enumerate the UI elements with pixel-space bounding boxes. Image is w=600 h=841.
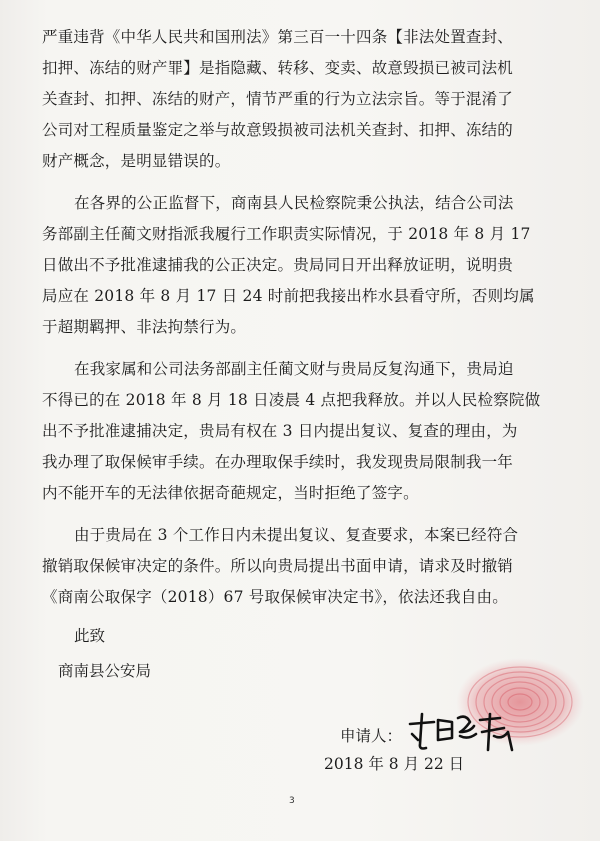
text-line: 扣押、冻结的财产罪】是指隐藏、转移、变卖、故意毁损已被司法机 bbox=[42, 59, 514, 77]
applicant-label: 申请人： bbox=[340, 727, 403, 745]
application-date: 2018 年 8 月 22 日 bbox=[324, 755, 465, 773]
text-line: 我办理了取保候审手续。在办理取保手续时，我发现贵局限制我一年 bbox=[42, 453, 514, 471]
paragraph-spacer bbox=[42, 177, 562, 188]
text-line: 关查封、扣押、冻结的财产，情节严重的行为立法宗旨。等于混淆了 bbox=[42, 90, 514, 108]
text-line: 局应在 2018 年 8 月 17 日 24 时前把我接出柞水县看守所，否则均属 bbox=[42, 287, 535, 305]
paragraph-spacer bbox=[42, 509, 562, 520]
page-number: 3 bbox=[289, 796, 295, 806]
closing-salutation: 此致 bbox=[74, 627, 106, 645]
text-line: 《商南公取保字（2018）67 号取保候审决定书》，依法还我自由。 bbox=[42, 588, 508, 606]
text-line: 财产概念，是明显错误的。 bbox=[42, 152, 231, 170]
text-line: 日做出不予批准逮捕我的公正决定。贵局同日开出释放证明，说明贵 bbox=[42, 256, 514, 274]
paragraph-spacer bbox=[42, 613, 562, 621]
letter-body bbox=[42, 22, 562, 687]
paragraph-3 bbox=[42, 354, 562, 509]
text-line: 出不予批准逮捕决定，贵局有权在 3 日内提出复议、复查的理由，为 bbox=[42, 422, 518, 440]
text-line: 内不能开车的无法律依据奇葩规定，当时拒绝了签字。 bbox=[42, 484, 419, 502]
handwritten-signature bbox=[404, 710, 524, 756]
paragraph-spacer bbox=[42, 343, 562, 354]
text-line: 在各界的公正监督下，商南县人民检察院秉公执法，结合公司法 bbox=[74, 194, 514, 212]
text-line: 不得已的在 2018 年 8 月 18 日凌晨 4 点把我释放。并以人民检察院做 bbox=[42, 391, 541, 409]
text-line: 撤销取保候审决定的条件。所以向贵局提出书面申请，请求及时撤销 bbox=[42, 557, 514, 575]
text-line: 由于贵局在 3 个工作日内未提出复议、复查要求，本案已经符合 bbox=[74, 526, 519, 544]
text-line: 严重违背《中华人民共和国刑法》第三百一十四条【非法处置查封、 bbox=[42, 28, 514, 46]
text-line: 在我家属和公司法务部副主任蔺文财与贵局反复沟通下，贵局迫 bbox=[74, 360, 514, 378]
paragraph-1 bbox=[42, 22, 562, 177]
text-line: 公司对工程质量鉴定之举与故意毁损被司法机关查封、扣押、冻结的 bbox=[42, 121, 514, 139]
text-line: 务部副主任蔺文财指派我履行工作职责实际情况，于 2018 年 8 月 17 bbox=[42, 225, 531, 243]
text-line: 于超期羁押、非法拘禁行为。 bbox=[42, 318, 247, 336]
paragraph-2 bbox=[42, 188, 562, 343]
addressee: 商南县公安局 bbox=[58, 662, 152, 680]
paragraph-4 bbox=[42, 520, 562, 613]
